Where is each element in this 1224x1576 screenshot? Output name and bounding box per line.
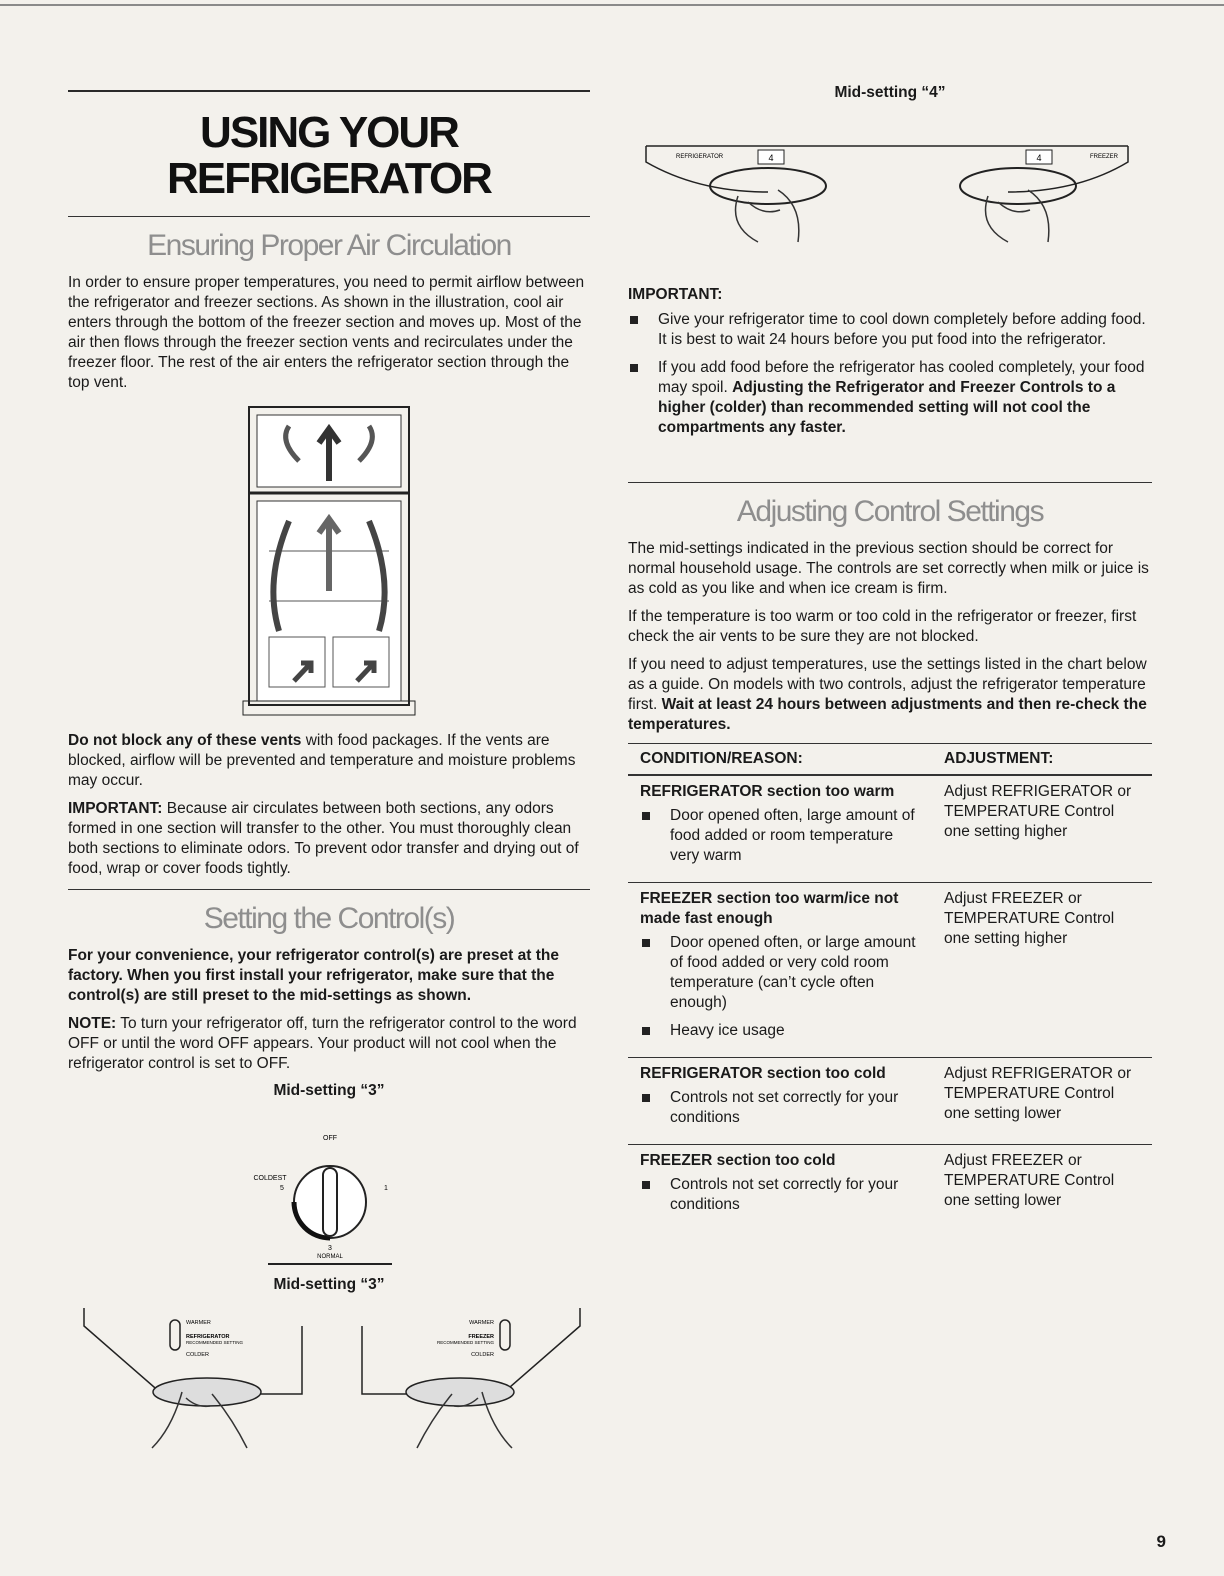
note-text: To turn your refrigerator off, turn the refrigerator control to the word OFF or until the word OFF appears. Your product will not cool when the refrigerator control is set to OFF. — [68, 1015, 577, 1072]
page-title-line1: USING YOUR — [200, 108, 458, 157]
air-circulation-intro: In order to ensure proper temperatures, you need to permit airflow between the refrigerator and freezer sections. As shown in the illustration, cool air enters through the bottom of the freezer section and moves up. Most of the air then flows through the freezer section vents and recirculates under the freezer floor. The rest of the air enters the refrigerator section through the top vent. — [68, 274, 585, 391]
reason-item: Heavy ice usage — [640, 1021, 920, 1041]
important-item-2-bold: Adjusting the Refrigerator and Freezer Controls to a higher (colder) than recommended setting will not cool the compartments any faster. — [658, 379, 1116, 436]
important-item-1 — [628, 310, 1152, 350]
reason-list — [640, 1088, 920, 1128]
reason-list — [640, 933, 920, 1041]
controls-top-rule — [68, 889, 590, 890]
adjusting-p3-text: If you need to adjust temperatures, use the settings listed in the chart below as a guide. On models with two controls, adjust the refrigerator temperature first. — [628, 656, 1147, 713]
adjustment-cell: Adjust REFRIGERATOR or TEMPERATURE Control one setting higher — [932, 775, 1152, 883]
condition-cell — [628, 883, 932, 1058]
air-circulation-heading: Ensuring Proper Air Circulation — [147, 229, 511, 262]
refrigerator-airflow-illustration — [239, 401, 419, 721]
top-label-refrigerator: REFRIGERATOR — [676, 154, 724, 160]
reason-list — [640, 1175, 920, 1215]
reason-item: Controls not set correctly for your conditions — [640, 1088, 920, 1128]
title-bottom-rule — [68, 216, 590, 217]
right-slider-name: FREEZER — [468, 1334, 494, 1340]
right-slider-rec: RECOMMENDED SETTING — [436, 1340, 494, 1345]
condition-title: FREEZER section too cold — [640, 1152, 836, 1169]
dial-control-illustration — [68, 1104, 590, 1266]
adjusting-heading: Adjusting Control Settings — [736, 495, 1044, 528]
page-title — [68, 110, 590, 202]
page-title-line2: REFRIGERATOR — [167, 154, 491, 203]
vents-warning — [68, 731, 590, 791]
setting-controls-intro: For your convenience, your refrigerator control(s) are preset at the factory. When you first install your refrigerator, make sure that the control(s) are still preset to the mid-settings as shown. — [68, 947, 559, 1004]
top-control-caption: Mid-setting “4” — [834, 84, 946, 101]
slider-caption: Mid-setting “3” — [273, 1276, 385, 1293]
adjusting-p2: If the temperature is too warm or too cold in the refrigerator or freezer, first check the air vents to be sure they are not blocked. — [628, 608, 1137, 645]
condition-title: FREEZER section too warm/ice not made fast enough — [640, 890, 899, 927]
left-slider-warmer: WARMER — [186, 1320, 211, 1326]
important-heading: IMPORTANT: — [628, 286, 723, 303]
right-slider-warmer: WARMER — [469, 1320, 494, 1326]
left-slider-name: REFRIGERATOR — [186, 1334, 230, 1340]
left-slider-rec: RECOMMENDED SETTING — [186, 1340, 244, 1345]
condition-cell — [628, 1058, 932, 1145]
note-label: NOTE: — [68, 1015, 117, 1032]
condition-title: REFRIGERATOR section too cold — [640, 1065, 886, 1082]
top-control-illustration — [628, 106, 1152, 246]
top-label-freezer: FREEZER — [1090, 154, 1119, 160]
left-slider-colder: COLDER — [186, 1352, 209, 1358]
table-row — [628, 775, 1152, 883]
odor-important-text: Because air circulates between both sections, any odors formed in one section will transfer to the other. You must thoroughly clean both sections to eliminate odors. To prevent odor transfer and drying out of food, wrap or cover foods tightly. — [68, 800, 579, 877]
left-column — [68, 90, 590, 1498]
adjusting-top-rule — [628, 482, 1152, 483]
vents-warning-bold: Do not block any of these vents — [68, 732, 302, 749]
adjustment-cell: Adjust FREEZER or TEMPERATURE Control one setting higher — [932, 883, 1152, 1058]
vents-warning-rest: with food packages. If the vents are blocked, airflow will be prevented and temperature and moisture problems may occur. — [68, 732, 576, 789]
odor-important-label: IMPORTANT: — [68, 800, 163, 817]
dial-caption: Mid-setting “3” — [273, 1082, 385, 1099]
setting-controls-note — [68, 1014, 590, 1074]
dial-label-off: OFF — [323, 1135, 337, 1142]
right-slider-colder: COLDER — [471, 1352, 494, 1358]
important-item-2-text: If you add food before the refrigerator has cooled completely, your food may spoil. — [658, 359, 1145, 396]
dial-label-3: 3 — [328, 1245, 332, 1252]
table-row — [628, 1058, 1152, 1145]
col-condition-header: CONDITION/REASON: — [628, 744, 932, 776]
adjustment-cell: Adjust REFRIGERATOR or TEMPERATURE Control one setting lower — [932, 1058, 1152, 1145]
reason-item: Door opened often, or large amount of food added or very cold room temperature (can’t cycle often enough) — [640, 933, 920, 1013]
important-item-1-text: Give your refrigerator time to cool down completely before adding food. It is best to wait 24 hours before you put food into the refrigerator. — [658, 311, 1146, 348]
odor-important — [68, 799, 590, 879]
table-row — [628, 1145, 1152, 1232]
setting-controls-heading: Setting the Control(s) — [203, 902, 455, 935]
dial-label-5: 5 — [280, 1185, 284, 1192]
slider-controls-illustration — [82, 1298, 604, 1498]
reason-item: Door opened often, large amount of food added or room temperature very warm — [640, 806, 920, 866]
adjustment-table-header — [628, 744, 1152, 776]
table-row — [628, 883, 1152, 1058]
page-number: 9 — [1156, 1532, 1166, 1551]
important-list — [628, 310, 1152, 438]
adjustment-cell: Adjust FREEZER or TEMPERATURE Control one setting lower — [944, 1152, 1115, 1209]
col-adjustment-header: ADJUSTMENT: — [932, 744, 1152, 776]
condition-title: REFRIGERATOR section too warm — [640, 783, 895, 800]
top-edge-line — [0, 4, 1224, 6]
right-column — [628, 80, 1152, 1231]
important-item-2 — [628, 358, 1152, 438]
adjustment-table — [628, 743, 1152, 1231]
reason-list — [640, 806, 920, 866]
condition-cell — [628, 775, 932, 883]
reason-item: Controls not set correctly for your conditions — [640, 1175, 920, 1215]
dial-label-1: 1 — [384, 1185, 388, 1192]
dial-label-normal: NORMAL — [317, 1254, 343, 1260]
adjusting-p1: The mid-settings indicated in the previous section should be correct for normal household usage. The controls are set correctly when milk or juice is as cold as you like and when ice cream is firm. — [628, 540, 1149, 597]
condition-cell — [628, 1145, 932, 1232]
top-right-value: 4 — [1036, 153, 1042, 163]
top-left-value: 4 — [768, 153, 774, 163]
adjusting-p3-bold: Wait at least 24 hours between adjustments and then re-check the temperatures. — [628, 696, 1147, 733]
adjusting-p3 — [628, 655, 1152, 735]
dial-label-coldest: COLDEST — [253, 1175, 287, 1182]
title-top-rule — [68, 90, 590, 92]
